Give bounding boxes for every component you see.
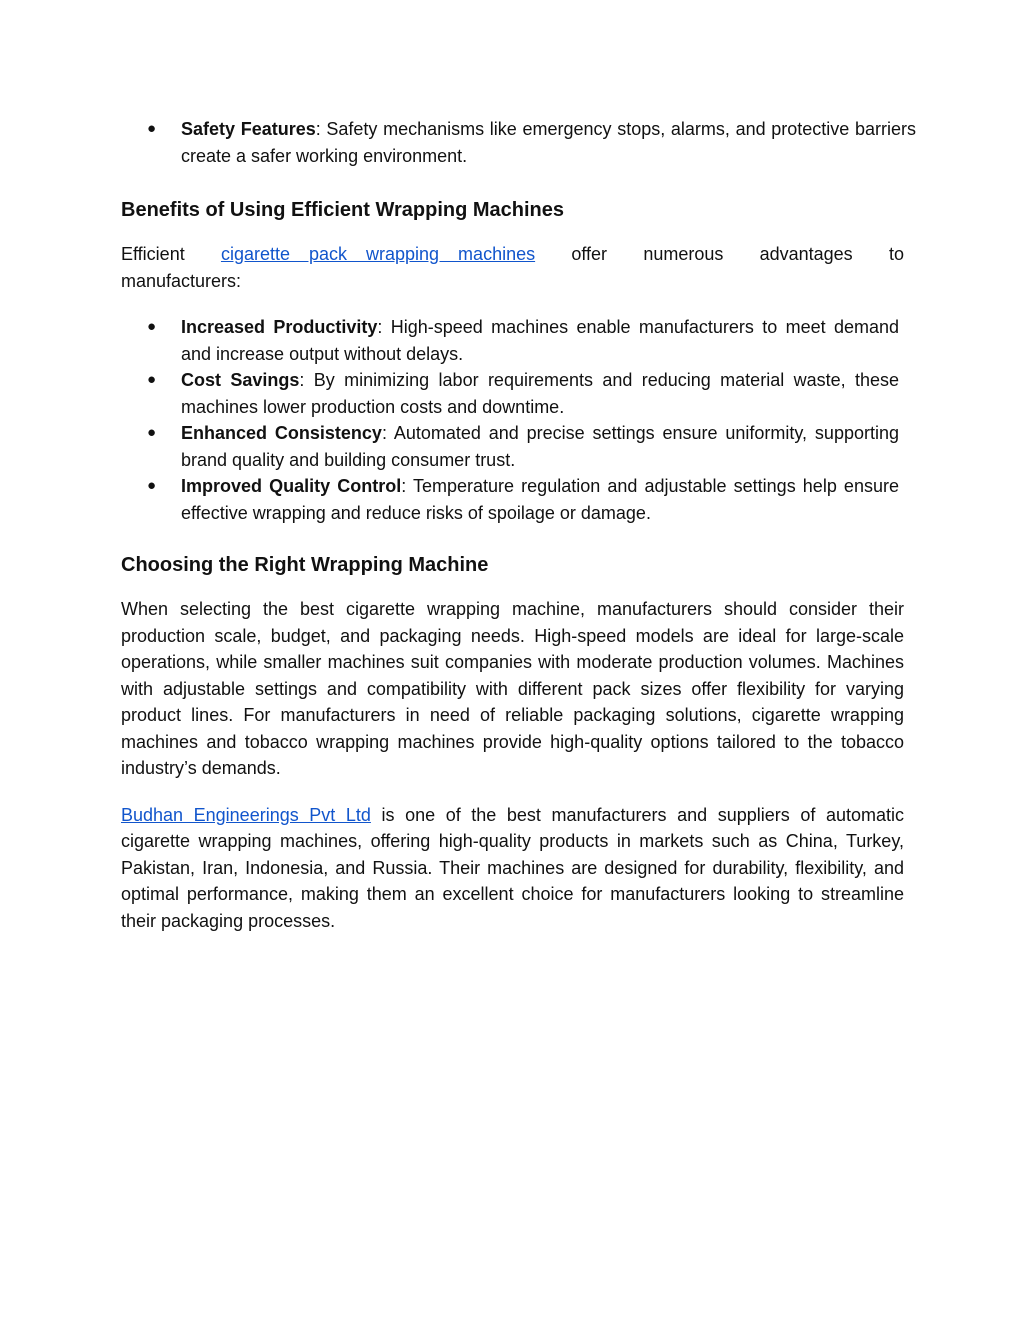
item-title: Improved Quality Control xyxy=(181,476,402,496)
item-title: Safety Features xyxy=(181,119,316,139)
bullet-icon: ● xyxy=(147,424,157,441)
cigarette-pack-wrapping-machines-link[interactable]: cigarette pack wrapping machines xyxy=(220,244,536,264)
bullet-icon: ● xyxy=(147,477,157,494)
list-item xyxy=(121,116,916,169)
bullet-icon: ● xyxy=(147,371,157,388)
bullet-icon: ● xyxy=(147,120,157,137)
intro-word: to xyxy=(888,244,904,264)
item-text: : High-speed machines enable manufacturers to meet demand and increase output without delays. xyxy=(181,317,899,364)
intro-word: offer xyxy=(571,244,608,264)
benefits-intro xyxy=(121,241,904,294)
item-text: : Automated and precise settings ensure uniformity, supporting brand quality and building consumer trust. xyxy=(181,423,899,470)
budhan-text: is one of the best manufacturers and suppliers of automatic cigarette wrapping machines, offering high-quality products in markets such as China, Turkey, Pakistan, Iran, Indonesia, and Russia. Their machines are designed for durability, flexibility, and optimal performance, making them an excellent choice for manufacturers looking to streamline their packaging processes. xyxy=(121,804,905,931)
list-item xyxy=(121,473,899,526)
intro-word: advantages xyxy=(759,244,853,264)
item-text: : By minimizing labor requirements and reducing material waste, these machines lower production costs and downtime. xyxy=(181,370,899,417)
bullet-icon: ● xyxy=(147,318,157,335)
list-item xyxy=(121,420,899,473)
document-page xyxy=(121,116,916,934)
budhan-engineerings-link[interactable]: Budhan Engineerings Pvt Ltd xyxy=(121,804,371,825)
intro-continuation: manufacturers: xyxy=(121,270,242,291)
list-item xyxy=(121,314,899,367)
intro-word: Efficient xyxy=(121,244,185,264)
item-title: Cost Savings xyxy=(181,370,300,390)
item-text: : Temperature regulation and adjustable settings help ensure effective wrapping and reduce risks of spoilage or damage. xyxy=(181,476,899,523)
item-title: Enhanced Consistency xyxy=(181,423,382,443)
intro-word: numerous xyxy=(643,244,724,264)
choosing-paragraph: When selecting the best cigarette wrapping machine, manufacturers should consider their production scale, budget, and packaging needs. High-speed models are ideal for large-scale operations, while smaller machines suit companies with moderate production volumes. Machines with adjustable settings and compatibility with different pack sizes offer flexibility for varying product lines. For manufacturers in need of reliable packaging solutions, cigarette wrapping machines and tobacco wrapping machines provide high-quality options tailored to the tobacco industry’s demands. xyxy=(121,599,904,778)
safety-list xyxy=(121,116,916,169)
budhan-paragraph xyxy=(121,802,904,935)
item-text: : Safety mechanisms like emergency stops, alarms, and protective barriers create a safer working environment. xyxy=(181,119,916,166)
list-item xyxy=(121,367,899,420)
benefits-list xyxy=(121,314,904,526)
section-heading-choosing: Choosing the Right Wrapping Machine xyxy=(121,554,489,576)
item-title: Increased Productivity xyxy=(181,317,378,337)
section-heading-benefits: Benefits of Using Efficient Wrapping Machines xyxy=(121,199,565,221)
